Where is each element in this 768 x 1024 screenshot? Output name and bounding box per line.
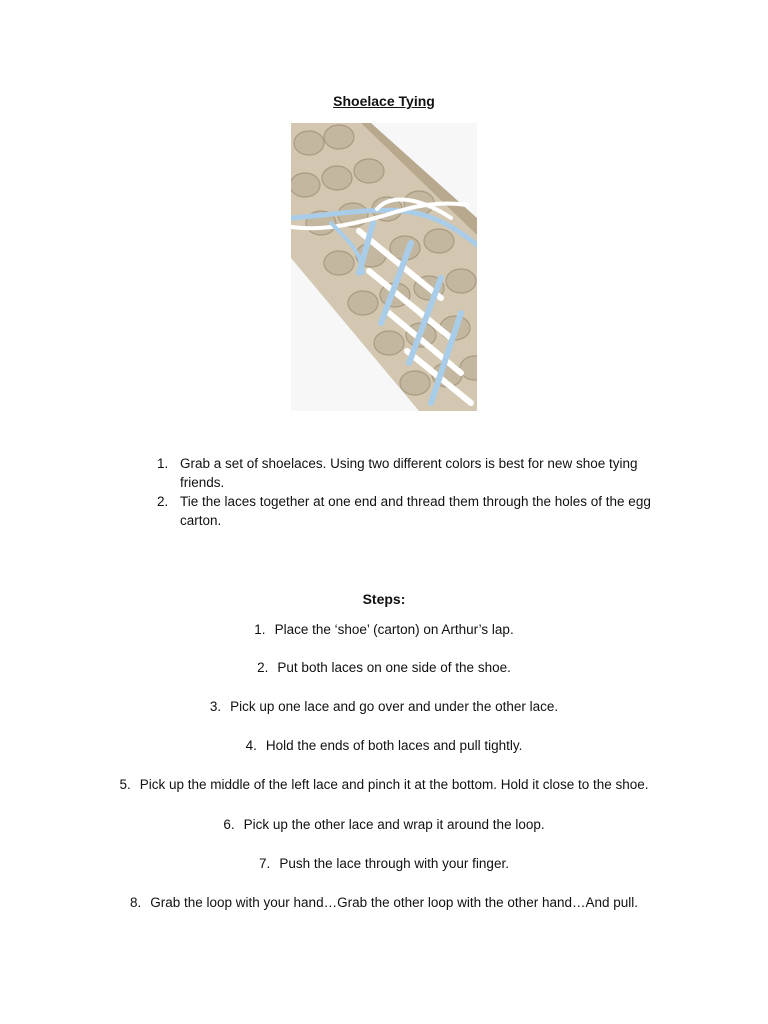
step-item bbox=[0, 699, 768, 714]
step-text: Push the lace through with your finger. bbox=[279, 856, 509, 871]
step-text: Place the ‘shoe’ (carton) on Arthur’s lap. bbox=[274, 622, 514, 637]
step-item bbox=[0, 817, 768, 832]
step-number: 6. bbox=[223, 817, 235, 832]
step-number: 7. bbox=[259, 856, 271, 871]
step-item bbox=[0, 622, 768, 637]
list-item-number: 2. bbox=[157, 494, 169, 509]
step-number: 5. bbox=[119, 777, 131, 792]
step-item bbox=[0, 856, 768, 871]
egg-carton-shoelace-photo bbox=[291, 123, 477, 411]
step-text: Put both laces on one side of the shoe. bbox=[277, 660, 511, 675]
step-item bbox=[0, 660, 768, 675]
list-item-text: Tie the laces together at one end and thread them through the holes of the egg carton. bbox=[180, 494, 651, 528]
step-number: 1. bbox=[254, 622, 266, 637]
step-text: Pick up the other lace and wrap it around the loop. bbox=[243, 817, 545, 832]
step-number: 2. bbox=[257, 660, 269, 675]
step-text: Pick up the middle of the left lace and pinch it at the bottom. Hold it close to the shoe. bbox=[139, 777, 649, 792]
materials-list bbox=[153, 454, 683, 530]
list-item-text: Grab a set of shoelaces. Using two different colors is best for new shoe tying friends. bbox=[180, 456, 638, 490]
step-number: 4. bbox=[245, 738, 257, 753]
list-item bbox=[153, 492, 683, 530]
step-text: Hold the ends of both laces and pull tightly. bbox=[265, 738, 523, 753]
list-item bbox=[153, 454, 683, 492]
list-item-number: 1. bbox=[157, 456, 169, 471]
document-title: Shoelace Tying bbox=[333, 93, 435, 109]
step-text: Pick up one lace and go over and under the other lace. bbox=[230, 699, 559, 714]
steps-heading: Steps: bbox=[362, 591, 406, 607]
step-item bbox=[0, 895, 768, 910]
step-number: 8. bbox=[129, 895, 142, 910]
step-number: 3. bbox=[209, 699, 222, 714]
step-text: Grab the loop with your hand…Grab the other loop with the other hand…And pull. bbox=[150, 895, 639, 910]
step-item bbox=[0, 777, 768, 792]
step-item bbox=[0, 738, 768, 753]
